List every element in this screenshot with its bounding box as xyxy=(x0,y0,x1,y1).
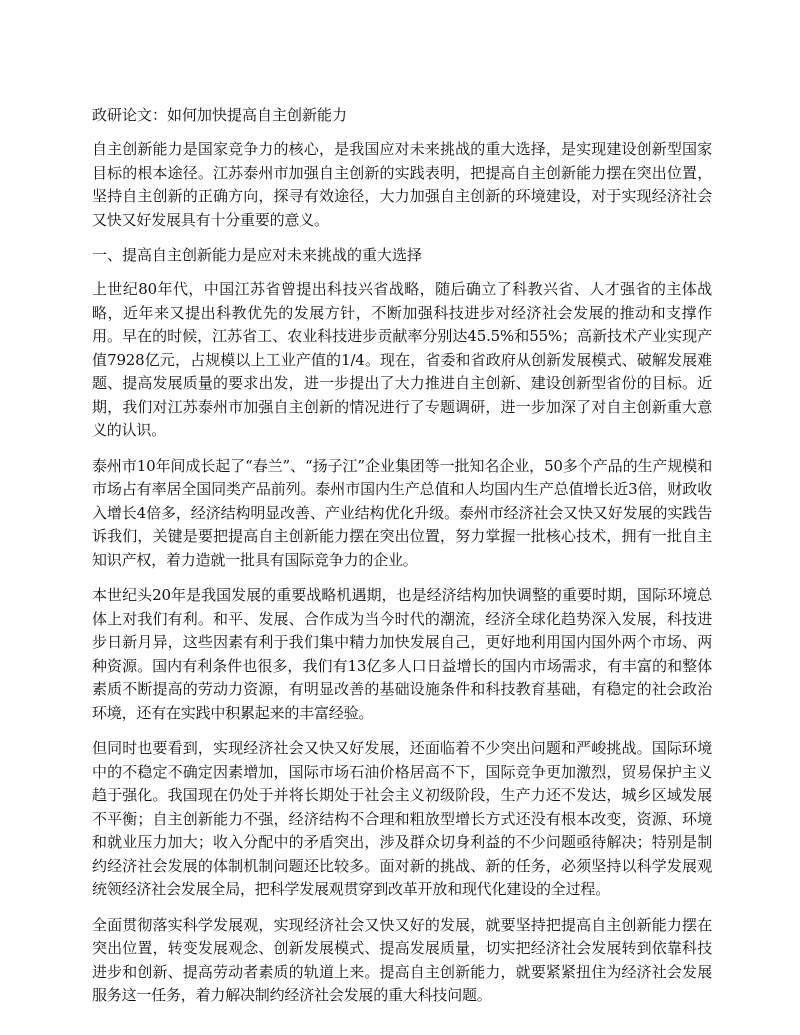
paragraph-strategic-opportunity: 本世纪头20年是我国发展的重要战略机遇期，也是经济结构加快调整的重要时期，国际环境总体上对我们有利。和平、发展、合作成为当今时代的潮流，经济全球化趋势深入发展，科技进步日新月异，这些因素有利于我们集中精力加快发展自己，更好地利用国内国外两个市场、两种资源。国内有利条件也很多，我们有13亿多人口日益增长的国内市场需求，有丰富的和整体素质不断提高的劳动力资源，有明显改善的基础设施条件和科技教育基础，有稳定的社会政治环境，还有在实践中积累起来的丰富经验。 xyxy=(92,586,712,722)
paragraph-taizhou-growth: 泰州市10年间成长起了“春兰”、“扬子江”企业集团等一批知名企业，50多个产品的生产规模和市场占有率居全国同类产品前列。泰州市国内生产总值和人均国内生产总值增长近3倍，财政收入增长4倍多，经济结构明显改善、产业结构优化升级。泰州市经济社会又快又好发展的实践告诉我们，关键是要把提高自主创新能力摆在突出位置，努力掌握一批核心技术，拥有一批自主知识产权，着力造就一批具有国际竞争力的企业。 xyxy=(92,456,712,569)
paragraph-jiangsu-strategy: 上世纪80年代，中国江苏省曾提出科技兴省战略，随后确立了科教兴省、人才强省的主体战略，近年来又提出科教优先的发展方针，不断加强科技进步对经济社会发展的推动和支撑作用。早在的时候，江苏省工、农业科技进步贡献率分别达45.5%和55%；高新技术产业实现产值7928亿元，占规模以上工业产值的1/4。现在，省委和省政府从创新发展模式、破解发展难题、提高发展质量的要求出发，进一步提出了大力推进自主创新、建设创新型省份的目标。近期，我们对江苏泰州市加强自主创新的情况进行了专题调研，进一步加深了对自主创新重大意义的认识。 xyxy=(92,280,712,439)
document-page xyxy=(92,104,712,1020)
paragraph-intro: 自主创新能力是国家竞争力的核心，是我国应对未来挑战的重大选择，是实现建设创新型国家目标的根本途径。江苏泰州市加强自主创新的实践表明，把提高自主创新能力摆在突出位置，坚持自主创新的正确方向，探寻有效途径，大力加强自主创新的环境建设，对于实现经济社会又快又好发展具有十分重要的意义。 xyxy=(92,140,712,229)
document-title: 政研论文：如何加快提高自主创新能力 xyxy=(92,106,348,124)
section-heading-1: 一、提高自主创新能力是应对未来挑战的重大选择 xyxy=(92,246,423,264)
paragraph-scientific-development: 全面贯彻落实科学发展观，实现经济社会又快又好的发展，就要坚持把提高自主创新能力摆在突出位置，转变发展观念、创新发展模式、提高发展质量，切实把经济社会发展转到依靠科技进步和创新、提高劳动者素质的轨道上来。提高自主创新能力，就要紧紧扭住为经济社会发展服务这一任务，着力解决制约经济社会发展的重大科技问题。 xyxy=(92,915,712,1004)
paragraph-challenges: 但同时也要看到，实现经济社会又快又好发展，还面临着不少突出问题和严峻挑战。国际环境中的不稳定不确定因素增加，国际市场石油价格居高不下，国际竞争更加激烈，贸易保护主义趋于强化。我国现在仍处于并将长期处于社会主义初级阶段，生产力还不发达，城乡区域发展不平衡；自主创新能力不强，经济结构不合理和粗放型增长方式还没有根本改变，资源、环境和就业压力加大；收入分配中的矛盾突出，涉及群众切身利益的不少问题亟待解决；特别是制约经济社会发展的体制机制问题还比较多。面对新的挑战、新的任务，必须坚持以科学发展观统领经济社会发展全局，把科学发展观贯穿到改革开放和现代化建设的全过程。 xyxy=(92,739,712,898)
